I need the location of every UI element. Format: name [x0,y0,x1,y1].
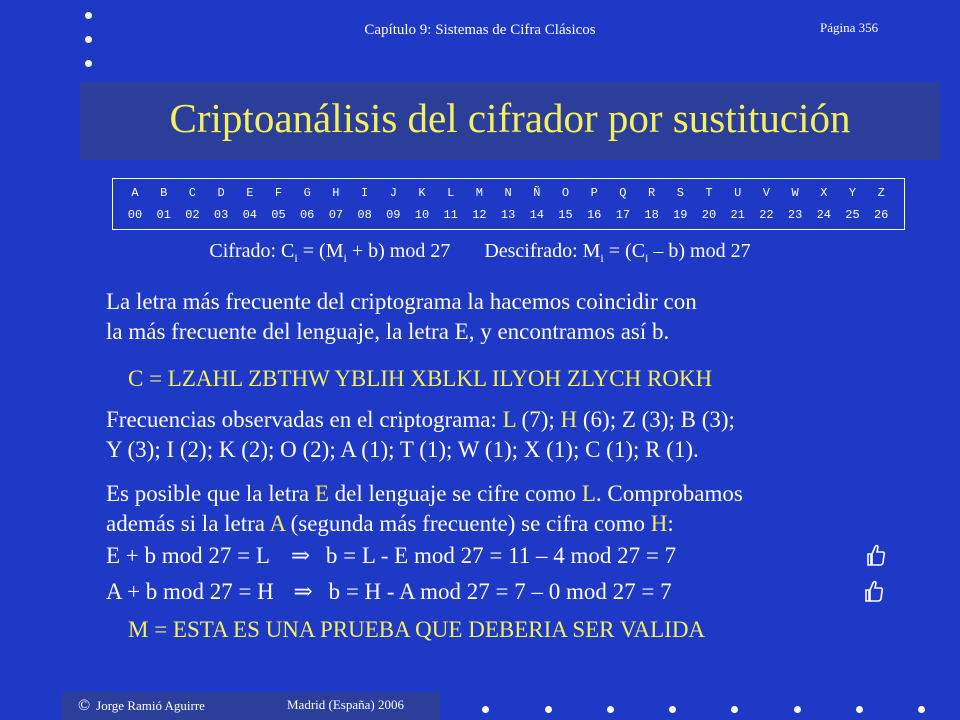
alphabet-number: 19 [673,208,688,222]
alphabet-letter: H [332,186,340,200]
descifrado-text: = (C [603,240,646,262]
highlight-letter: H [650,511,668,536]
highlight-letter: E [314,481,329,506]
plaintext: M = ESTA ES UNA PRUEBA QUE DEBERIA SER VALIDA [128,617,706,642]
footer-author [78,697,205,715]
paragraph-line: La letra más frecuente del criptograma la hacemos coincidir con [106,289,697,314]
hypothesis-text: (segunda más frecuente) se cifra como [284,511,651,536]
decorative-dot [607,706,614,713]
decorative-dot [85,12,92,19]
alphabet-number: 09 [386,208,401,222]
hypothesis-line [106,509,936,539]
alphabet-letter: V [762,186,770,200]
frequencies-text: (6); Z (3); B (3); [577,407,735,432]
alphabet-number: 04 [242,208,257,222]
alphabet-letter: G [303,186,311,200]
alphabet-letter: S [676,186,684,200]
alphabet-number: 03 [213,208,229,222]
decorative-dot [85,60,92,67]
alphabet-number: 06 [299,208,315,222]
alphabet-letter: T [705,186,713,200]
decorative-dot [918,706,925,713]
cryptogram: C = LZAHL ZBTHW YBLIH XBLKL ILYOH ZLYCH ROKH [128,366,713,391]
alphabet-letter: C [188,186,196,200]
alphabet-number: 10 [414,208,430,222]
hypothesis-text: Es posible que la letra [106,481,315,506]
hypothesis-text: además si la letra [106,511,270,536]
copyright-symbol: © [78,697,91,714]
descifrado-formula [484,240,751,265]
hypothesis-text: del lenguaje se cifre como [328,481,582,506]
author-name: Jorge Ramió Aguirre [96,698,205,713]
alphabet-letter: J [389,186,397,200]
cifrado-text: Cifrado: C [209,240,295,262]
footer-place: Madrid (España) 2006 [287,697,404,712]
decorative-dot [856,706,863,713]
subscript-i: i [343,251,347,265]
alphabet-letter: Q [619,186,627,200]
cifrado-formula [209,240,451,265]
thumbs-up-icon [864,579,884,609]
hypothesis-line [106,479,936,509]
decorative-dot [545,706,552,713]
decorative-dot [669,706,676,713]
alphabet-letter: X [820,186,828,200]
alphabet-letter: A [131,186,139,200]
alphabet-number: 16 [586,208,602,222]
alphabet-number: 02 [185,208,200,222]
alphabet-number: 18 [644,208,659,222]
paragraph-frequency-match [106,287,936,347]
chapter-title: Capítulo 9: Sistemas de Cifra Clásicos [364,22,596,38]
highlight-letter: A [269,511,285,536]
alphabet-number: 20 [701,208,717,222]
alphabet-number: 01 [156,208,171,222]
title-band [80,82,940,160]
subscript-i: i [294,251,298,265]
descifrado-text: Descifrado: M [484,240,601,262]
frequencies-line [106,405,936,435]
alphabet-letter: Y [848,186,857,200]
equation-e [106,543,676,569]
frequencies-text: (7); [515,407,561,432]
equation-a [106,579,672,605]
alphabet-number: 21 [730,208,745,222]
subscript-i: i [645,251,649,265]
alphabet-number: 07 [328,208,344,222]
alphabet-number: 05 [271,208,286,222]
slide-title: Criptoanálisis del cifrador por sustitución [169,95,851,141]
paragraph-line: la más frecuente del lenguaje, la letra E, y encontramos así b. [106,319,670,344]
alphabet-number: 22 [759,208,774,222]
equation-right: b = H - A mod 27 = 7 – 0 mod 27 = 7 [328,579,672,604]
alphabet-number: 12 [472,208,487,222]
alphabet-letter: I [360,186,369,200]
decorative-dot [794,706,801,713]
thumbs-up-icon [866,543,886,573]
paragraph-frequencies [106,405,936,465]
formula-line [0,240,960,266]
alphabet-number: 13 [500,208,516,222]
alphabet-letter: N [504,186,512,200]
page-number: Página 356 [820,20,879,35]
alphabet-letter: L [447,186,455,200]
paragraph-hypothesis [106,479,936,539]
frequencies-text: Frecuencias observadas en el criptograma: [106,407,503,432]
alphabet-number: 11 [443,208,458,222]
subscript-i: i [600,251,604,265]
alphabet-number: 15 [558,208,573,222]
alphabet-letter: W [791,186,799,200]
cifrado-text: = (M [297,240,344,262]
alphabet-number: 23 [787,208,803,222]
alphabet-number: 08 [357,208,372,222]
alphabet-letter: F [274,186,283,200]
implies-symbol: ⇒ [293,579,313,604]
descifrado-text: – b) mod 27 [648,240,751,262]
alphabet-number: 14 [529,208,544,222]
alphabet-letter: U [734,186,742,200]
alphabet-letter: R [647,186,656,200]
alphabet-letter: Z [877,186,885,200]
highlight-letter: H [560,407,578,432]
alphabet-letter: B [160,186,168,200]
alphabet-letter: E [246,186,254,200]
frequencies-line: Y (3); I (2); K (2); O (2); A (1); T (1); W (1); X (1); C (1); R (1). [106,437,699,462]
equation-right: b = L - E mod 27 = 11 – 4 mod 27 = 7 [325,543,677,568]
alphabet-number: 25 [845,208,860,222]
alphabet-letter: M [475,186,483,200]
alphabet-letter: O [561,186,570,200]
equation-left: A + b mod 27 = H [106,579,274,604]
alphabet-number: 00 [127,208,143,222]
alphabet-number: 24 [816,208,831,222]
alphabet-number: 26 [873,208,889,222]
equation-left: E + b mod 27 = L [106,543,270,568]
alphabet-number: 17 [615,208,631,222]
hypothesis-text: . Comprobamos [595,481,743,506]
alphabet-letter: Ñ [533,186,541,200]
alphabet-letter: D [217,186,225,200]
alphabet-letter: P [590,186,598,200]
highlight-letter: L [581,481,596,506]
decorative-dot [731,706,738,713]
alphabet-table [112,178,905,230]
alphabet-letter: K [418,186,426,200]
cifrado-text: + b) mod 27 [346,240,451,262]
hypothesis-text: : [667,511,674,536]
decorative-dot [482,706,489,713]
implies-symbol: ⇒ [290,543,311,568]
highlight-letter: L [502,407,516,432]
